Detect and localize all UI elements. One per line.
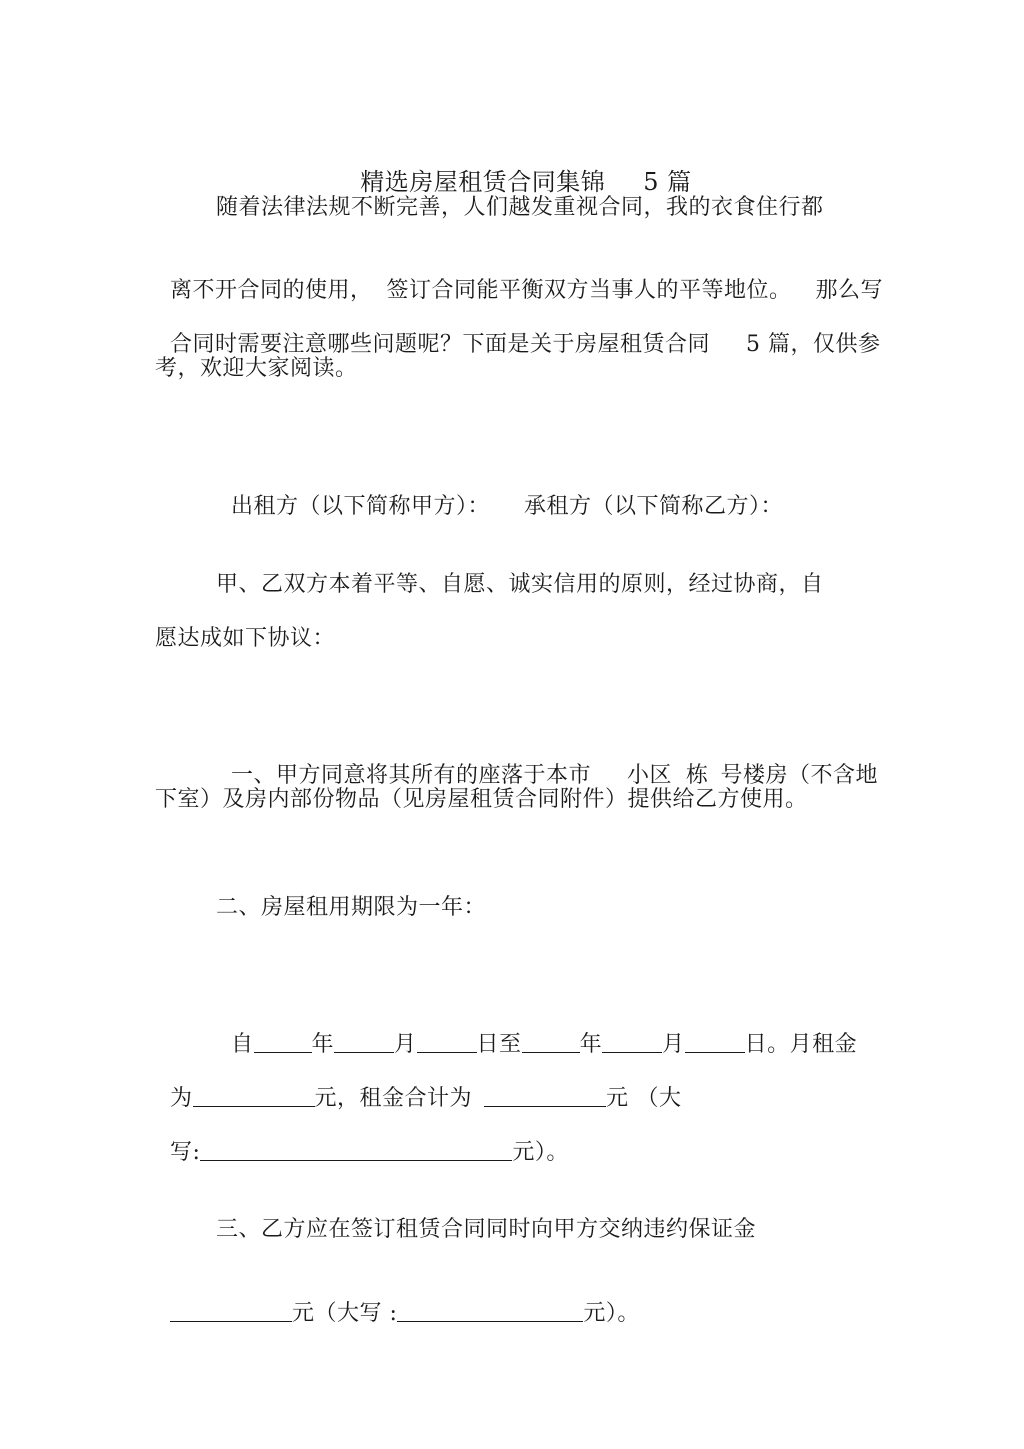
monthly-rent-blank[interactable] [193,1084,315,1107]
clause2-capital-line [155,1108,569,1168]
agreement-line-2: 愿达成如下协议： [155,626,336,651]
end-year-blank[interactable] [522,1030,580,1053]
clause1-line-1 [216,731,878,791]
clause1-l1d: 号楼房（不含地 [720,763,879,788]
label-wei: 为 [170,1086,193,1111]
label-deposit-yuan: 元（大写 : [292,1301,398,1326]
label-ri-zhi: 日至 [476,1032,522,1057]
lessee-label: 承租方（以下简称乙方）： [524,494,784,519]
start-month-blank[interactable] [334,1030,394,1053]
clause1-l1b: 小区 [627,763,673,788]
intro-line-1: 随着法律法规不断完善，人们越发重视合同，我的衣食住行都 [216,195,824,220]
label-nian-1: 年 [311,1032,335,1057]
clause3-line-2 [155,1269,640,1329]
intro-line-2c: 那么写 [815,278,884,303]
document-title [344,137,692,197]
label-yuan-2: 元 [606,1086,629,1111]
intro-line-2a: 离不开合同的使用， [170,278,373,303]
intro-line-3b: 5 篇，仅供参 [746,332,881,357]
start-day-blank[interactable] [417,1030,477,1053]
clause2-rent-line [155,1054,682,1114]
clause2-heading: 二、房屋租用期限为一年： [216,895,487,920]
intro-line-2 [155,246,883,306]
label-yuan-3: 元）。 [512,1140,569,1165]
title-count: 5 篇 [643,168,692,196]
label-ri-end: 日。月租金 [744,1032,858,1057]
label-yue-2: 月 [662,1032,685,1057]
label-total-rent: 元，租金合计为 [314,1086,473,1111]
clause1-line-2: 下室）及房内部份物品（见房屋租赁合同附件）提供给乙方使用。 [155,787,808,812]
label-zi: 自 [231,1032,254,1057]
label-deposit-end: 元）。 [583,1301,640,1326]
lessor-label: 出租方（以下简称甲方）： [231,494,491,519]
intro-line-3 [155,300,881,360]
agreement-line-1: 甲、乙双方本着平等、自愿、诚实信用的原则，经过协商，自 [216,572,824,597]
title-main: 精选房屋租赁合同集锦 [360,168,606,196]
label-yue-1: 月 [394,1032,417,1057]
start-year-blank[interactable] [254,1030,312,1053]
clause3-line-1: 三、乙方应在签订租赁合同同时向甲方交纳违约保证金 [216,1217,757,1242]
deposit-capital-blank[interactable] [397,1299,583,1322]
intro-line-2b: 签订合同能平衡双方当事人的平等地位。 [386,278,792,303]
end-day-blank[interactable] [685,1030,745,1053]
label-da: （大 [636,1086,682,1111]
clause2-dates-line [216,1000,857,1060]
total-rent-capital-blank[interactable] [200,1138,512,1161]
label-xie: 写: [170,1140,201,1165]
end-month-blank[interactable] [602,1030,662,1053]
parties-line [216,462,783,522]
clause1-l1a: 一、甲方同意将其所有的座落于本市 [231,763,592,788]
intro-line-3a: 合同时需要注意哪些问题呢？下面是关于房屋租赁合同 [170,332,711,357]
total-rent-blank[interactable] [484,1084,606,1107]
clause1-l1c: 栋 [686,763,709,788]
intro-line-4: 考，欢迎大家阅读。 [155,356,358,381]
label-nian-2: 年 [579,1032,603,1057]
deposit-blank[interactable] [170,1299,292,1322]
